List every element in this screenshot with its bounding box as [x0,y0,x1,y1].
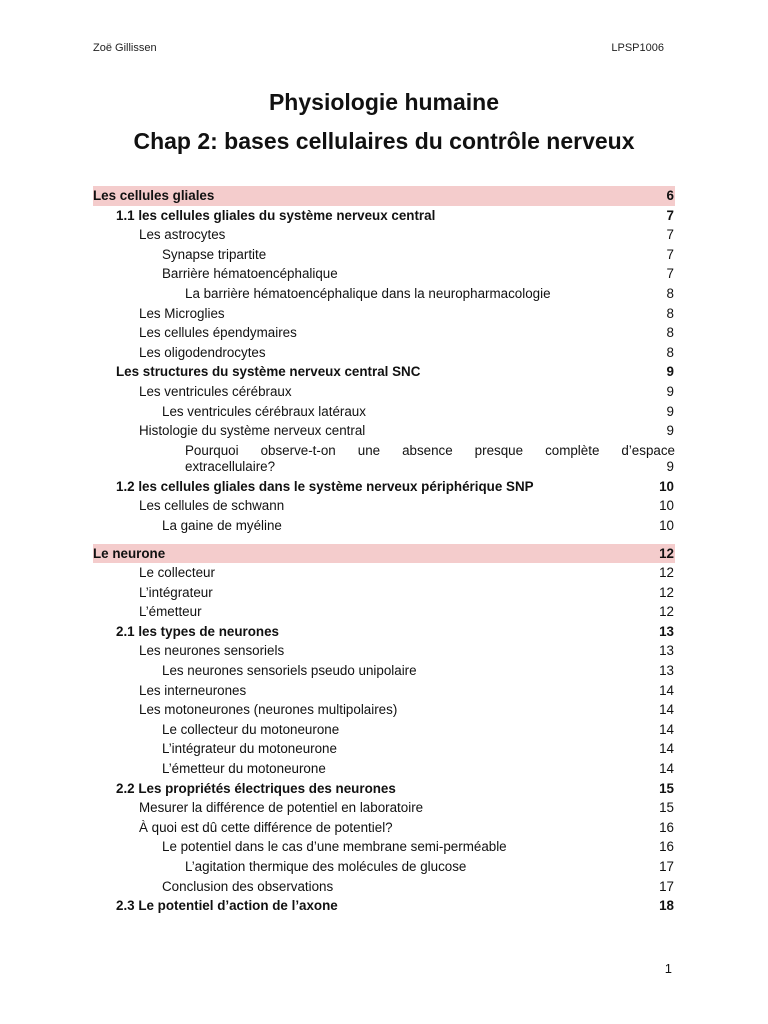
toc-entry-page: 18 [659,898,674,914]
toc-entry-page: 7 [666,246,674,262]
page-number: 1 [664,961,672,976]
toc-entry-page: 14 [659,741,674,757]
toc-entry-label: Les motoneurones (neurones multipolaires) [139,702,398,718]
toc-entry-page: 12 [659,604,674,620]
toc-entry-label: 1.2 les cellules gliales dans le système nerveux périphérique SNP [116,478,534,494]
toc-entry[interactable] [93,818,675,838]
toc-entry[interactable] [93,362,675,382]
toc-entry[interactable] [93,245,675,265]
toc-entry[interactable] [93,284,675,304]
toc-entry[interactable] [93,739,675,759]
toc-entry-label: La barrière hématoencéphalique dans la neuropharmacologie [185,285,551,301]
toc-entry-label: 2.1 les types de neurones [116,623,279,639]
toc-entry[interactable] [93,225,675,245]
document-title: Physiologie humaine [268,89,500,115]
toc-entry-page: 10 [659,498,674,514]
toc-entry-page: 14 [659,702,674,718]
toc-entry-label: L’agitation thermique des molécules de glucose [185,859,467,874]
toc-entry-page: 14 [659,682,674,698]
toc-entry-label: Les ventricules cérébraux latéraux [162,403,366,419]
toc-entry[interactable] [93,402,675,422]
toc-entry[interactable] [93,896,675,916]
toc-entry-label: Les Microglies [139,305,225,321]
toc-entry-page: 14 [659,721,674,737]
toc-entry-page: 8 [666,305,674,321]
toc-entry-page: 9 [666,403,674,419]
toc-entry[interactable] [93,186,675,206]
toc-entry-label: Les neurones sensoriels pseudo unipolaire [162,663,417,679]
toc-entry[interactable] [93,206,675,226]
toc-entry-page: 10 [659,517,674,533]
toc-entry-page: 13 [659,663,674,679]
toc-entry[interactable] [93,857,675,877]
toc-entry[interactable] [93,304,675,324]
toc-entry-page: 15 [659,800,674,816]
toc-entry[interactable] [93,877,675,897]
toc-entry[interactable] [93,516,675,536]
toc-entry-page: 9 [666,423,674,439]
chapter-title: Chap 2: bases cellulaires du contrôle nerveux [133,128,635,154]
toc-entry[interactable] [93,720,675,740]
toc-entry-label: Histologie du système nerveux central [139,423,366,439]
toc-entry[interactable] [93,477,675,497]
toc-entry[interactable] [93,421,675,441]
toc-entry-label: Les structures du système nerveux central SNC [116,364,421,380]
toc-entry[interactable] [93,759,675,779]
toc-entry[interactable] [93,343,675,363]
toc-entry-page: 9 [666,459,674,475]
toc-entry-label: La gaine de myéline [162,517,282,533]
toc-entry-label: Synapse tripartite [162,246,267,262]
toc-entry-label: Le collecteur [139,565,215,581]
header-author: Zoë Gillissen [93,42,157,54]
toc-entry-page: 12 [659,545,674,561]
toc-entry-label: 1.1 les cellules gliales du système nerveux central [116,207,436,223]
toc-entry-label: L’intégrateur [139,584,213,600]
toc-entry-label: Conclusion des observations [162,878,334,894]
toc-entry-label: Le potentiel dans le cas d’une membrane semi-perméable [162,839,507,855]
toc-entry-label: Les cellules gliales [93,188,215,203]
toc-entry-label: Les oligodendrocytes [139,344,266,360]
toc-entry-label: Le collecteur du motoneurone [162,721,340,737]
toc-entry-page: 7 [666,227,674,243]
toc-entry-label: Pourquoi observe-t-on une absence presque complète d’espace [185,442,675,458]
toc-entry[interactable] [93,602,675,622]
toc-entry-page: 8 [666,325,674,341]
toc-entry-page: 13 [659,643,674,659]
toc-entry[interactable] [93,264,675,284]
table-of-contents [93,186,675,916]
toc-entry[interactable] [93,641,675,661]
toc-entry-page: 12 [659,584,674,600]
toc-entry-label: Les cellules de schwann [139,498,285,514]
toc-entry[interactable] [93,382,675,402]
toc-entry-page: 8 [666,344,674,360]
toc-entry[interactable] [93,441,675,477]
toc-entry-page: 17 [659,859,674,874]
toc-entry-label: 2.3 Le potentiel d’action de l’axone [116,898,338,914]
toc-entry-label: Mesurer la différence de potentiel en laboratoire [139,800,424,816]
toc-entry[interactable] [93,544,675,564]
toc-entry-page: 16 [659,819,674,835]
toc-entry-page: 15 [659,780,674,796]
toc-entry-page: 13 [659,623,674,639]
toc-entry[interactable] [93,700,675,720]
toc-entry-page: 12 [659,565,674,581]
toc-entry-page: 6 [666,188,674,203]
toc-entry-page: 10 [659,478,674,494]
toc-entry[interactable] [93,661,675,681]
toc-entry-page: 17 [659,878,674,894]
toc-entry-page: 7 [666,207,674,223]
toc-entry-label: Les neurones sensoriels [139,643,285,659]
toc-entry-label: Les astrocytes [139,227,226,243]
toc-entry-label: Le neurone [93,545,166,561]
toc-entry-page: 9 [666,383,674,399]
toc-entry[interactable] [93,323,675,343]
toc-entry-label: À quoi est dû cette différence de potentiel? [139,819,393,835]
toc-entry[interactable] [93,779,675,799]
toc-entry-page: 14 [659,761,674,777]
toc-entry-label: Barrière hématoencéphalique [162,266,338,282]
toc-entry[interactable] [93,798,675,818]
toc-entry-page: 7 [666,266,674,282]
toc-entry-label: Les interneurones [139,682,247,698]
toc-entry-label: L’émetteur du motoneurone [162,761,326,777]
toc-entry-label: Les cellules épendymaires [139,325,297,341]
toc-entry-label: L’intégrateur du motoneurone [162,741,337,757]
toc-entry-label-continued: extracellulaire? [185,459,276,475]
toc-entry-label: L’émetteur [139,604,202,620]
toc-entry[interactable] [93,496,675,516]
toc-entry-page: 8 [666,285,674,301]
toc-entry[interactable] [93,563,675,583]
toc-entry-page: 9 [666,364,674,380]
toc-entry[interactable] [93,622,675,642]
toc-entry[interactable] [93,583,675,603]
toc-entry-page: 16 [659,839,674,855]
header-course: LPSP1006 [611,42,664,54]
toc-entry[interactable] [93,681,675,701]
toc-entry-label: Les ventricules cérébraux [139,383,292,399]
toc-entry[interactable] [93,837,675,857]
toc-entry-label: 2.2 Les propriétés électriques des neurones [116,780,396,796]
